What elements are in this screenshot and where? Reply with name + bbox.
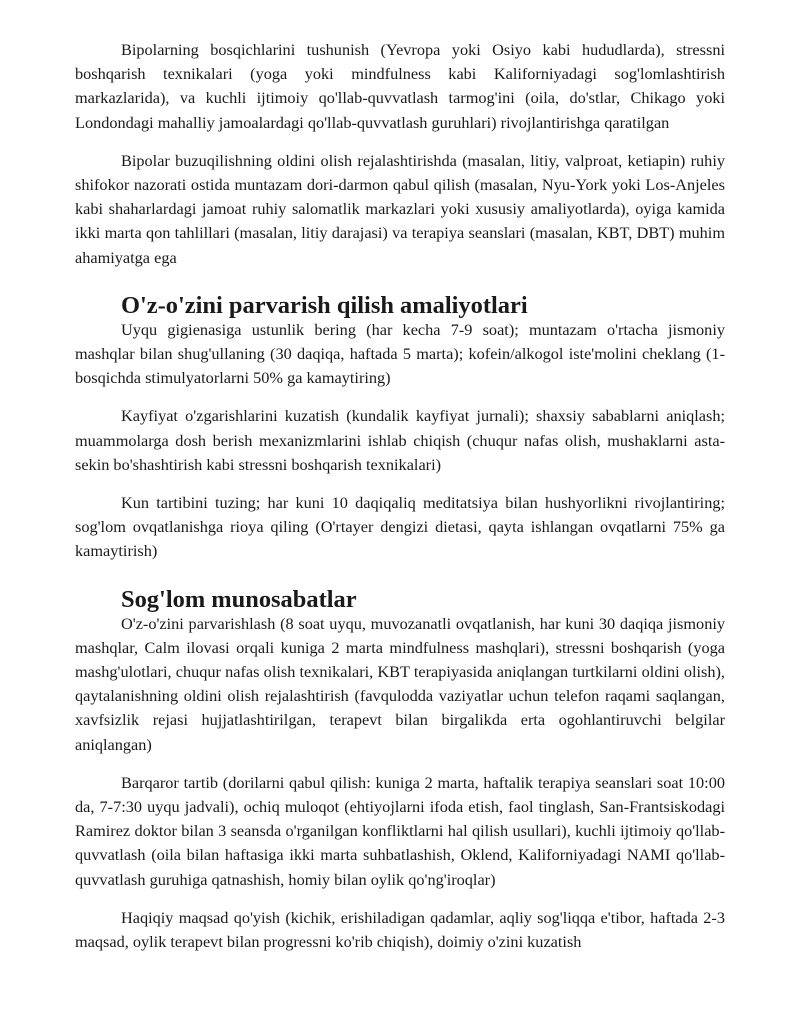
paragraph-sleep-hygiene: Uyqu gigienasiga ustunlik bering (har kecha 7-9 soat); muntazam o'rtacha jismoniy mashqlar bilan shug'ullaning (30 daqiqa, haftada 5 marta); kofein/alkogol iste'molini cheklang (1-bosqichda stimulyatorlarni 50% ga kamaytiring) (75, 319, 725, 388)
section-heading-healthy-relationships: Sog'lom munosabatlar (121, 585, 357, 613)
paragraph-stable-routine: Barqaror tartib (dorilarni qabul qilish: kuniga 2 marta, haftalik terapiya seanslari soat 10:00 da, 7-7:30 uyqu jadvali), ochiq muloqot (ehtiyojlarni ifoda etish, faol tinglash, San-Frantsiskodagi Ramirez doktor bilan 3 seansda o'rganilgan konfliktlarni hal qilish usullari), kuchli ijtimoiy qo'llab-quvvatlash (oila bilan haftasiga ikki marta suhbatlashish, Oklend, Kaliforniyadagi NAMI qo'llab-quvvatlash guruhiga qatnashish, homiy bilan oylik qo'ng'iroqlar) (75, 772, 725, 889)
paragraph-self-care-plan: O'z-o'zini parvarishlash (8 soat uyqu, muvozanatli ovqatlanish, har kuni 30 daqiqa jismoniy mashqlar, Calm ilovasi orqali kuniga 2 marta mindfulness mashqlari), stressni boshqarish (yoga mashg'ulotlari, chuqur nafas olish texnikalari, KBT terapiyasida aniqlangan turtkilarni oldini olish), qaytalanishning oldini olish rejalashtirish (favqulodda vaziyatlar uchun telefon raqami saqlangan, xavfsizlik rejasi hujjatlashtirilgan, terapevt bilan birgalikda erta ogohlantiruvchi belgilar aniqlangan) (75, 613, 725, 754)
section-heading-self-care: O'z-o'zini parvarish qilish amaliyotlari (121, 291, 528, 319)
paragraph-goal-setting: Haqiqiy maqsad qo'yish (kichik, erishiladigan qadamlar, aqliy sog'liqqa e'tibor, haftada 2-3 maqsad, oylik terapevt bilan progressni ko'rib chiqish), doimiy o'zini kuzatish (75, 907, 725, 952)
document-page (75, 38, 725, 968)
paragraph-bipolar-prevention: Bipolar buzuqilishning oldini olish rejalashtirishda (masalan, litiy, valproat, ketiapin) ruhiy shifokor nazorati ostida muntazam dori-darmon qabul qilish (masalan, Nyu-York yoki Los-Anjeles kabi shaharlardagi jamoat ruhiy salomatlik markazlari yoki xususiy amaliyotlarda), oyiga kamida ikki marta qon tahlillari (masalan, litiy darajasi) va terapiya seanslari (masalan, KBT, DBT) muhim ahamiyatga ega (75, 150, 725, 267)
paragraph-daily-routine: Kun tartibini tuzing; har kuni 10 daqiqaliq meditatsiya bilan hushyorlikni rivojlantiring; sog'lom ovqatlanishga rioya qiling (O'rtayer dengizi dietasi, qayta ishlangan ovqatlarni 75% ga kamaytirish) (75, 493, 725, 561)
paragraph-bipolar-stages: Bipolarning bosqichlarini tushunish (Yevropa yoki Osiyo kabi hududlarda), stressni boshqarish texnikalari (yoga yoki mindfulness kabi Kaliforniyadagi sog'lomlashtirish markazlarida), va kuchli ijtimoiy qo'llab-quvvatlash tarmog'ini (oila, do'stlar, Chikago yoki Londondagi mahalliy jamoalardagi qo'llab-quvvatlash guruhlari) rivojlantirishga qaratilgan (75, 40, 725, 132)
paragraph-mood-tracking: Kayfiyat o'zgarishlarini kuzatish (kundalik kayfiyat jurnali); shaxsiy sabablarni aniqlash; muammolarga dosh berish mexanizmlarini ishlab chiqish (chuqur nafas olish, mushaklarni asta-sekin bo'shashtirish kabi stressni boshqarish texnikalari) (75, 406, 725, 474)
